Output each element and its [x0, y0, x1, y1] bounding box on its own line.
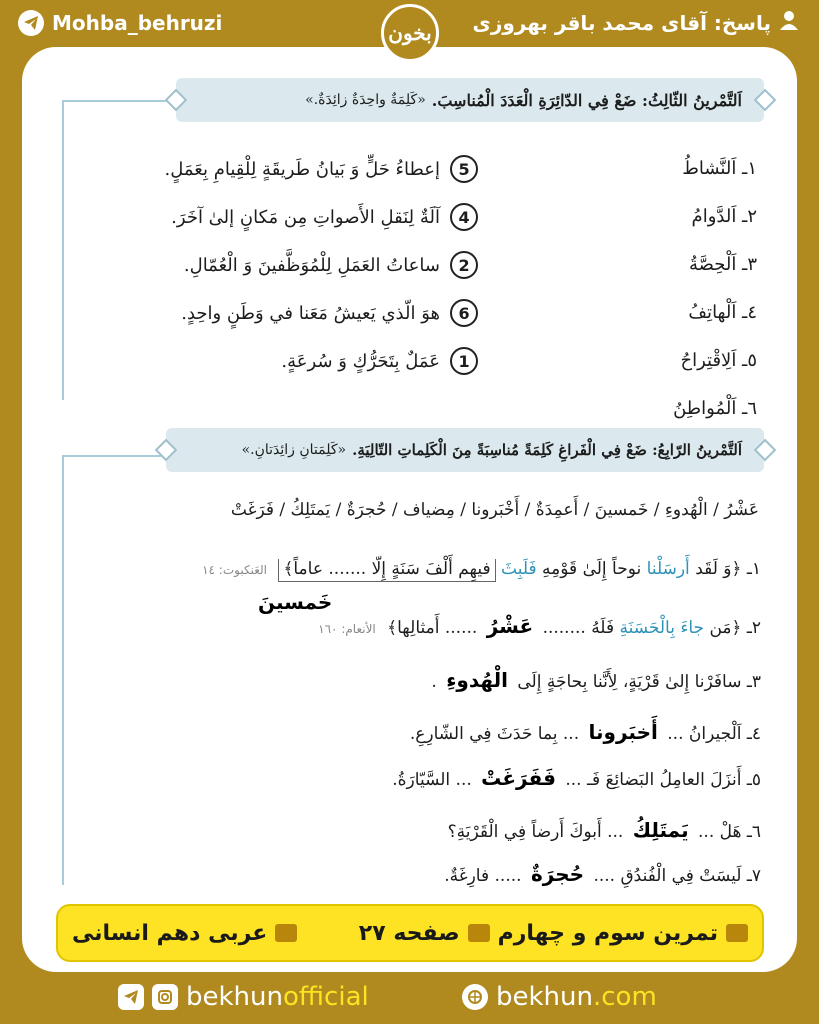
sentence-text: ٤ـ اَلْجيرانُ ... [667, 724, 761, 744]
quran-reference: الأنعام: ١٦٠ [318, 622, 376, 636]
handwritten-answer: الْهُدوءِ [446, 668, 508, 692]
ex3-word: ٢ـ اَلدَّوامُ [691, 206, 757, 227]
definition-text: ساعاتُ العَمَلِ لِلْمُوَظَّفينَ وَ الْعُمّالِ. [183, 254, 440, 276]
definition-text: آلَةٌ لِنَقلِ الأَصواتِ مِن مَكانٍ إلىٰ آخَرَ. [171, 206, 440, 228]
course-info [72, 921, 297, 946]
globe-icon [462, 984, 488, 1010]
handwritten-answer: فَفَرَغَتْ [481, 766, 556, 790]
answer-credit [473, 10, 800, 35]
sentence-text: فيهِم أَلْفَ سَنَةٍ إِلّا ....... عاماً﴾ [278, 559, 495, 582]
definition-text: إعطاءُ حَلٍّ وَ بَيانُ طَريقَةٍ لِلْقِيامِ بِعَمَلٍ. [164, 158, 440, 180]
ex3-word: ٦ـ اَلْمُواطِنُ [673, 398, 757, 419]
course-label: عربی دهم انسانی [72, 920, 268, 946]
decor-line [62, 100, 172, 102]
user-icon [779, 10, 799, 35]
exercise4-note: «كَلِمَتانِ زائِدَتانِ.» [241, 442, 347, 458]
social-handle[interactable] [118, 982, 369, 1012]
ex4-sentence-6 [448, 818, 761, 842]
instagram-icon [152, 984, 178, 1010]
answer-circle: 5 [450, 155, 478, 183]
sentence-text: ٦ـ هَلْ ... [698, 822, 761, 842]
ex3-word: ١ـ اَلنَّشاطُ [682, 158, 757, 179]
handwritten-answer: عَشْرُ [486, 614, 534, 638]
ex3-definition [165, 155, 478, 183]
exercise3-note: «كَلِمَةٌ واحِدَةٌ زائِدَةٌ.» [305, 92, 426, 108]
telegram-icon [118, 984, 144, 1010]
sentence-text: ٣ـ سافَرْنا إِلىٰ قَرْيَةٍ، لِأَنَّنا بِحاجَةٍ إِلَى [517, 672, 761, 692]
handwritten-answer: أَخبَرونا [588, 720, 658, 744]
sentence-text: ٥ـ أَنزَلَ العامِلُ البَضائِعَ فَـ ... [565, 770, 761, 790]
ex4-sentence-4 [410, 720, 761, 744]
telegram-icon [18, 10, 44, 36]
exercise3-title: اَلتَّمْرينُ الثّالِثُ: ضَعْ فِي الدّائِرَةِ الْعَدَدَ الْمُناسِبَ. [431, 90, 742, 110]
ex3-word: ٥ـ اَلِاقْتِراحُ [680, 350, 757, 371]
ex3-definition [184, 251, 478, 279]
site-name: bekhun [496, 982, 593, 1012]
sentence-text: ... بِما حَدَثَ فِي الشّارِعِ. [409, 724, 580, 744]
decor-line [62, 455, 64, 885]
ex3-definition [281, 347, 478, 375]
sentence-text: ...... أَمثالِها﴾ [387, 618, 478, 638]
quran-reference: العَنكبوت: ١٤ [202, 563, 267, 577]
answer-author: پاسخ: آقای محمد باقر بهروزی [472, 10, 771, 35]
ex4-sentence-1 [202, 558, 761, 579]
sentence-text: فَلَهُ ........ [542, 618, 615, 638]
exercise-info [359, 921, 748, 946]
username: Mohba_behruzi [52, 11, 223, 35]
handwritten-answer: يَمتَلِكُ [632, 818, 689, 842]
book-icon [468, 924, 490, 942]
sentence-text: ... أَبوكَ أَرضاً فِي الْقَرْيَةِ؟ [447, 822, 624, 842]
brand-name: bekhun [186, 982, 283, 1012]
ex4-sentence-3 [431, 668, 761, 692]
ex3-word: ٣ـ اَلْحِصَّةُ [688, 254, 757, 275]
sentence-text: نوحاً إِلَىٰ قَوْمِهِ [542, 559, 642, 579]
page-label: صفحه ۲۷ [358, 920, 460, 946]
exercise4-title: اَلتَّمْرينُ الرّابِعُ: ضَعْ فِي الْفَراغِ كَلِمَةً مُناسِبَةً مِنَ الْكَلِماتِ التّالِيَةِ. [352, 441, 742, 459]
handwritten-answer: حُجرَةٌ [530, 862, 585, 886]
exercise4-header [166, 428, 764, 472]
sentence-text: ٢ـ ﴿مَن [709, 618, 761, 638]
sentence-text: ..... فارِغَةٌ. [444, 866, 522, 886]
ex4-sentence-5 [392, 766, 761, 790]
definition-text: عَمَلٌ بِتَحَرُّكٍ وَ سُرعَةٍ. [281, 350, 440, 372]
bekhun-logo: بخون [381, 4, 439, 62]
ex3-definition [171, 203, 478, 231]
ex3-word: ٤ـ اَلْهاتِفُ [688, 302, 757, 323]
ex4-sentence-7 [444, 862, 761, 886]
highlighted-word: أَرسَلْنا [646, 559, 690, 579]
sentence-text: . [431, 672, 437, 692]
sentence-text: ١ـ ﴿وَ لَقَد [695, 559, 761, 579]
sentence-text: ٧ـ لَيسَتْ فِي الْفُندُقِ .... [593, 866, 761, 886]
answer-circle: 4 [450, 203, 478, 231]
site-tld: .com [593, 982, 657, 1012]
exercise-label: تمرین سوم و چهارم [497, 920, 718, 946]
definition-text: هوَ الّذي يَعيشُ مَعَنا في وَطَنٍ واحِدٍ. [181, 302, 440, 324]
graduation-cap-icon [275, 924, 297, 942]
word-bank: عَشْرُ / الْهُدوءِ / خَمسينَ / أَعمِدَةٌ / أَخْبَرونا / مِضياف / حُجرَةٌ / يَمتَلِكُ / فَرَغَتْ [230, 500, 759, 520]
answer-circle: 6 [450, 299, 478, 327]
brand-suffix: official [283, 982, 369, 1012]
decor-line [62, 100, 64, 400]
sentence-text: ... السَّيّارَةُ. [392, 770, 472, 790]
telegram-handle[interactable] [18, 10, 222, 36]
website-link[interactable] [462, 982, 657, 1012]
exercise3-header [176, 78, 764, 122]
answer-circle: 2 [450, 251, 478, 279]
highlighted-word: جاءَ بِالْحَسَنَةِ [619, 618, 705, 638]
ex4-sentence-2 [318, 614, 761, 638]
ex3-definition [181, 299, 478, 327]
answer-circle: 1 [450, 347, 478, 375]
bottom-bar [0, 980, 819, 1024]
handwritten-answer: خَمسينَ [258, 590, 333, 614]
highlighted-word: فَلَبِثَ [501, 559, 537, 579]
decor-line [62, 455, 162, 457]
student-icon [726, 924, 748, 942]
lesson-info-bar [56, 904, 764, 962]
